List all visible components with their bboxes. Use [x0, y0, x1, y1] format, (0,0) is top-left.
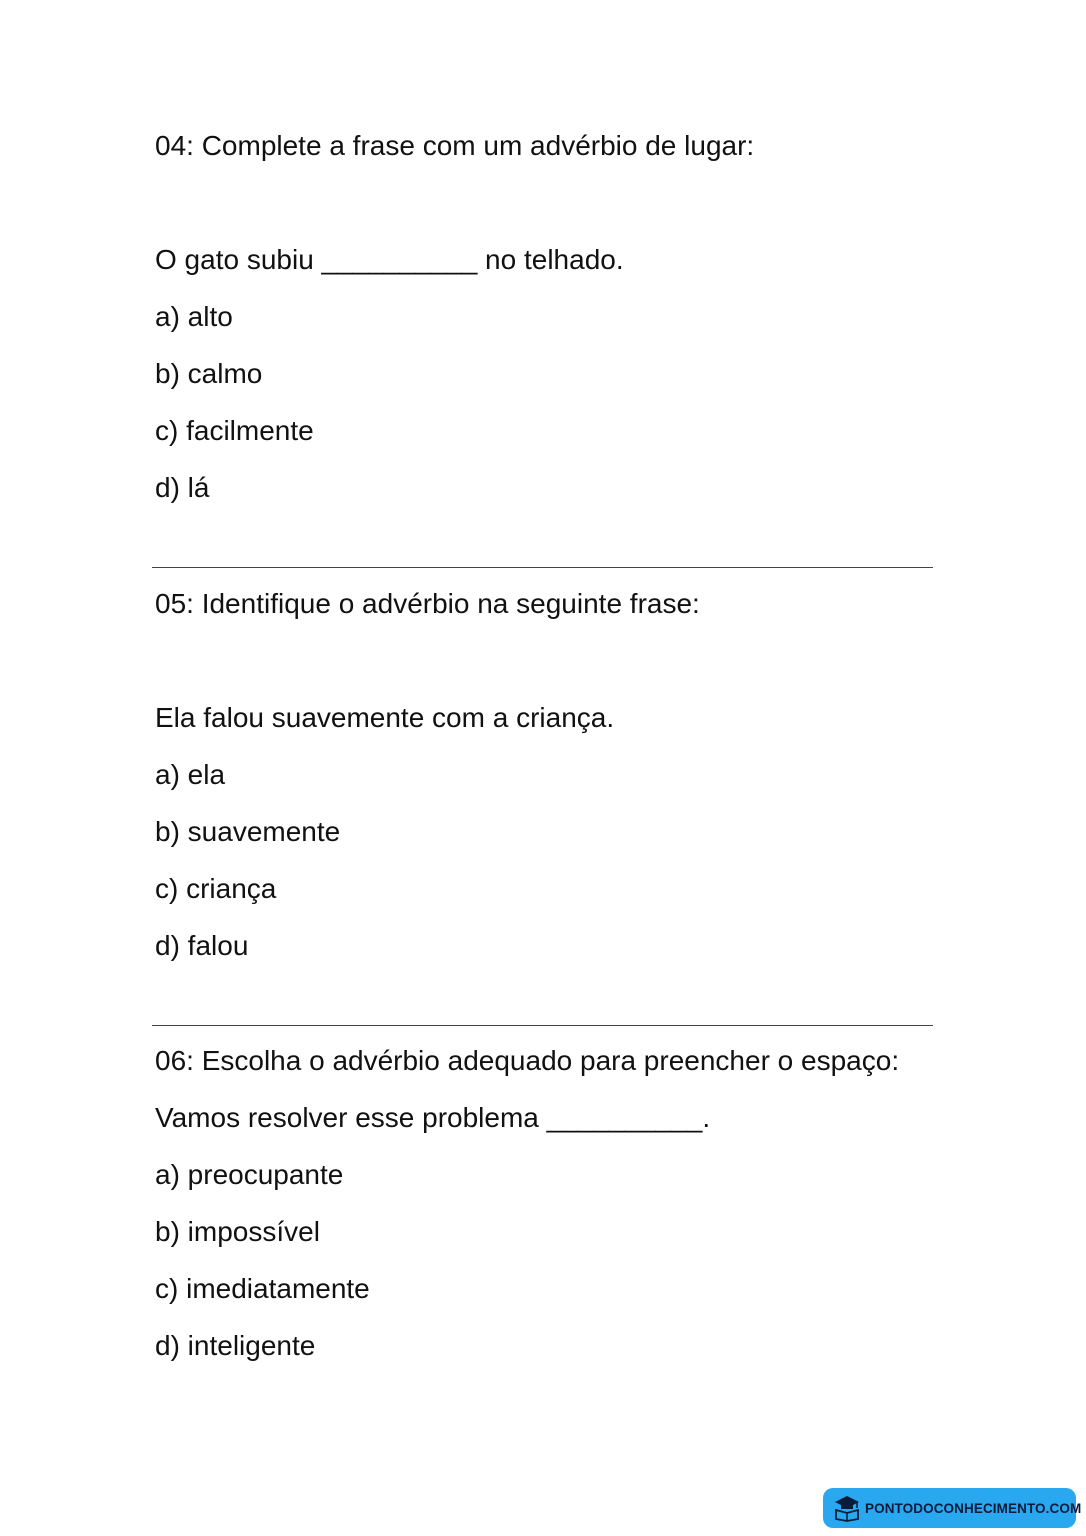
question-04-option-d: d) lá [155, 472, 210, 503]
section-divider [152, 1025, 933, 1026]
question-04-option-b: b) calmo [155, 358, 263, 389]
question-05-option-b: b) suavemente [155, 816, 341, 847]
graduation-book-icon [833, 1494, 861, 1522]
question-06-option-d: d) inteligente [155, 1330, 316, 1361]
question-05-prompt: 05: Identifique o advérbio na seguinte frase: [155, 588, 700, 619]
question-05-sentence: Ela falou suavemente com a criança. [155, 702, 615, 733]
question-06-option-c: c) imediatamente [155, 1273, 370, 1304]
question-04-sentence: O gato subiu __________ no telhado. [155, 244, 624, 275]
question-05-option-d: d) falou [155, 930, 249, 961]
question-06-option-b: b) impossível [155, 1216, 320, 1247]
question-06-prompt: 06: Escolha o advérbio adequado para preencher o espaço: [155, 1045, 900, 1076]
question-04-prompt: 04: Complete a frase com um advérbio de lugar: [155, 130, 755, 161]
section-divider [152, 567, 933, 568]
question-05-option-a: a) ela [155, 759, 226, 790]
question-04-option-a: a) alto [155, 301, 233, 332]
question-06-option-a: a) preocupante [155, 1159, 344, 1190]
question-06-sentence: Vamos resolver esse problema __________. [155, 1102, 711, 1133]
site-badge[interactable] [823, 1488, 1082, 1528]
site-url: PONTODOCONHECIMENTO.COM [865, 1500, 1082, 1516]
question-04-option-c: c) facilmente [155, 415, 314, 446]
question-05-option-c: c) criança [155, 873, 277, 904]
